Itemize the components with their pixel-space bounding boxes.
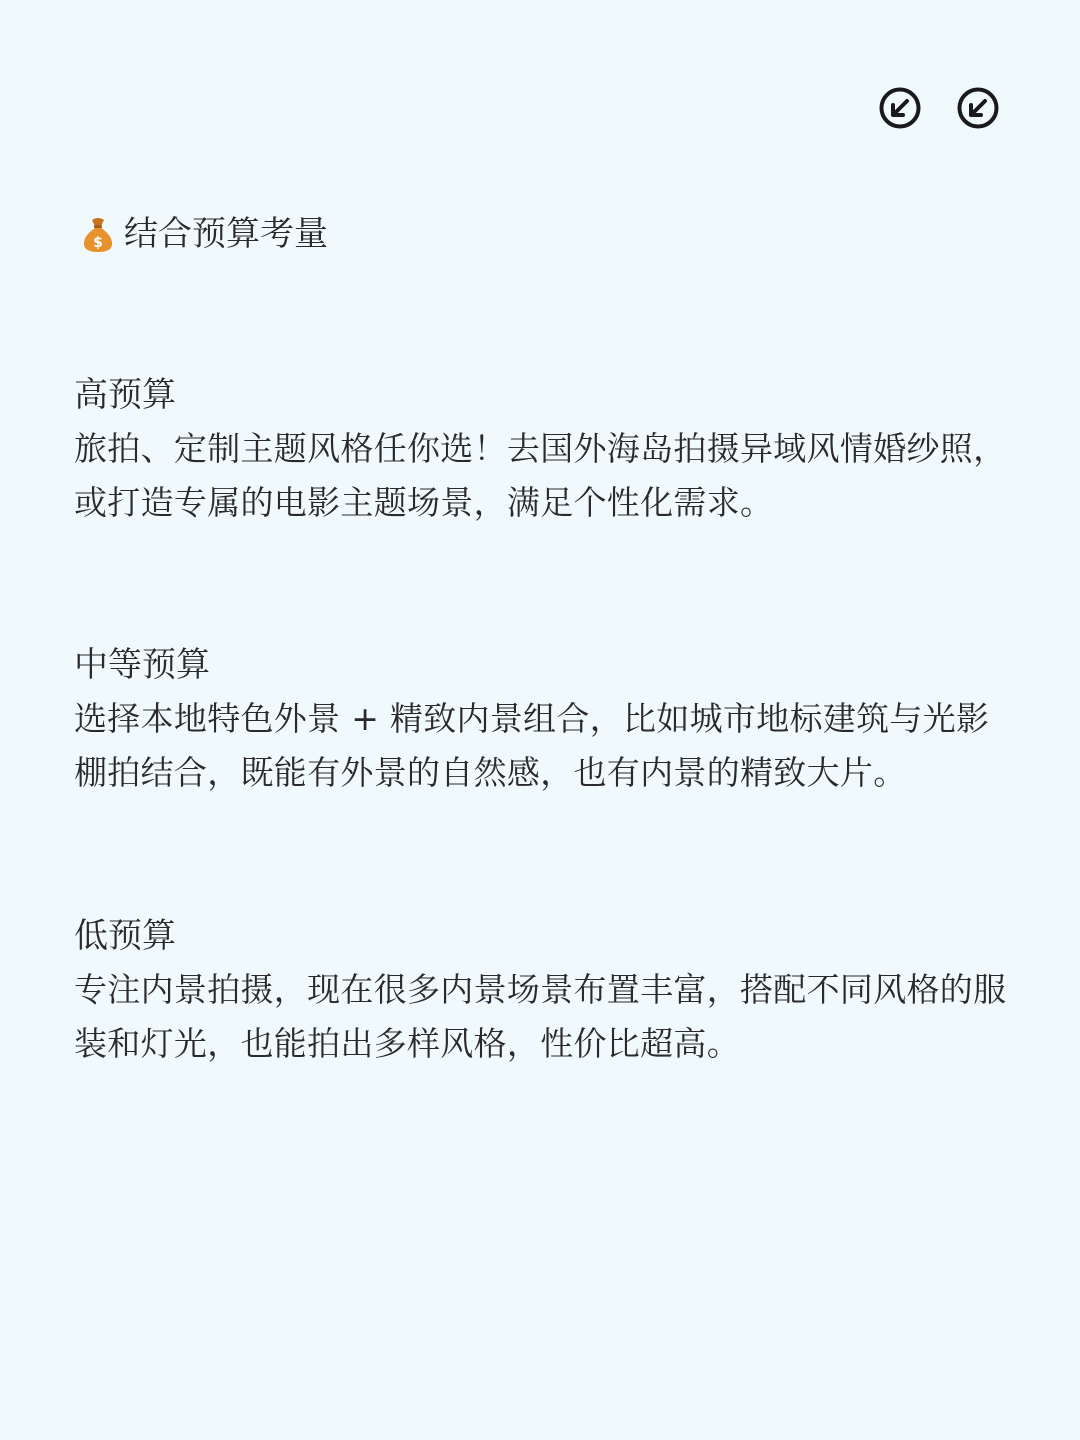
section-body: 选择本地特色外景 + 精致内景组合，比如城市地标建筑与光影棚拍结合，既能有外景的自然感，也有内景的精致大片。: [74, 699, 990, 792]
section-medium-budget: [74, 638, 1014, 800]
svg-text:$: $: [93, 235, 103, 251]
section-title: 中等预算: [74, 645, 210, 685]
section-high-budget: [74, 368, 1014, 530]
money-bag-icon: [80, 214, 116, 254]
section-body: 旅拍、定制主题风格任你选！去国外海岛拍摄异域风情婚纱照，或打造专属的电影主题场景，满足个性化需求。: [74, 429, 1007, 522]
arrow-down-left-circle-icon[interactable]: [878, 86, 922, 130]
page-heading: [80, 208, 328, 260]
section-low-budget: [74, 909, 1014, 1071]
arrow-down-left-circle-icon[interactable]: [956, 86, 1000, 130]
section-title: 低预算: [74, 916, 176, 956]
section-body: 专注内景拍摄，现在很多内景场景布置丰富，搭配不同风格的服装和灯光，也能拍出多样风格，性价比超高。: [74, 970, 1007, 1063]
section-title: 高预算: [74, 375, 176, 415]
corner-icons: [878, 86, 1000, 130]
heading-text: 结合预算考量: [124, 214, 328, 254]
